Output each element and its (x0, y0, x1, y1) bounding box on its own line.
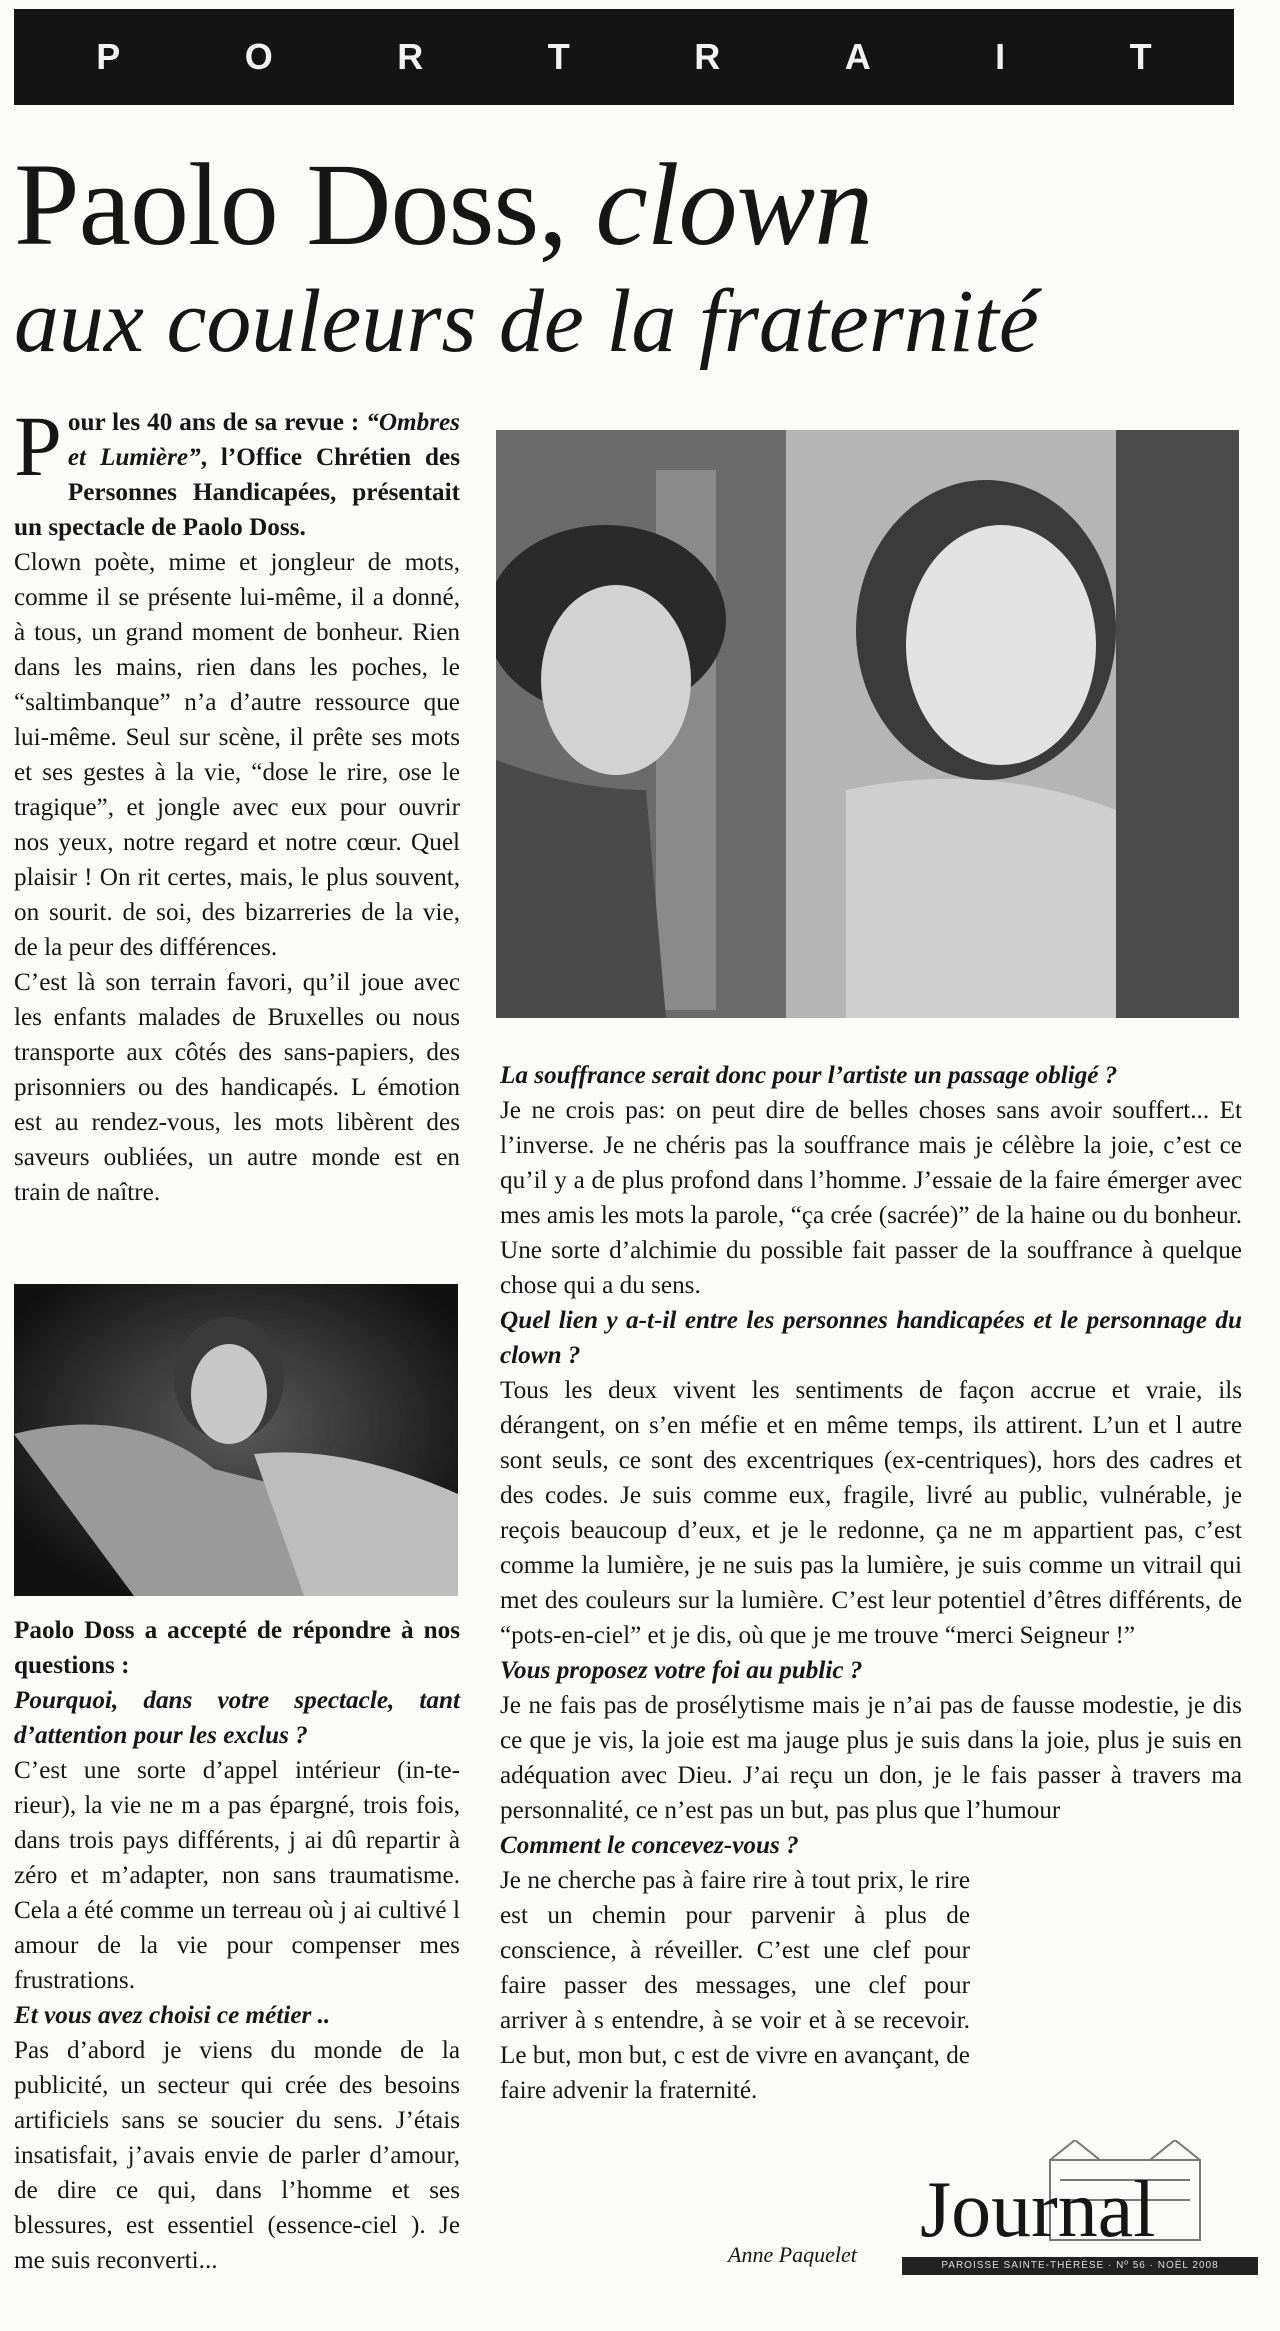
banner-letter: A (844, 36, 871, 77)
author-signature: Anne Paquelet (728, 2242, 857, 2267)
body-paragraph: Clown poète, mime et jongleur de mots, comme il se présente lui-même, il a donné, à tous, un grand moment de bonheur. Rien dans les mains, rien dans les poches, le “saltimbanque” n’a d’autre ressource que lui-même. Seul sur scène, il prête ses mots et ses gestes à la vie, “dose le rire, ose le tragique”, et jongle avec eux pour ouvrir nos yeux, notre regard et notre cœur. Quel plaisir ! On rit certes, mais, le plus souvent, on sourit. de soi, des bizarreries de la vie, de la peur des différences. (14, 549, 460, 961)
clown-portrait-svg (496, 430, 786, 1018)
girl-portrait-svg (786, 430, 1239, 1018)
interview-right-column (500, 1058, 1242, 2108)
journal-issue-strip: PAROISSE SAINTE-THÉRÈSE · Nº 56 · NOËL 2008 (902, 2257, 1258, 2275)
banner-letter: T (547, 36, 570, 77)
answer: C’est une sorte d’appel intérieur (in-te-rieur), la vie ne m a pas épargné, trois fois, dans trois pays différents, j ai dû repartir à zéro et m’adapter, non sans traumatisme. Cela a été comme un terreau où j ai cultivé l amour de la vie pour compenser mes frustrations. (14, 1757, 460, 1994)
clown-photo-svg (14, 1284, 458, 1596)
girl-portrait-photo (786, 430, 1239, 1018)
banner-letter: I (995, 36, 1006, 77)
lead-paragraph: Pour les 40 ans de sa revue : “Ombres et Lumière”, l’Office Chrétien des Personnes Handicapées, présentait un spectacle de Paolo Doss. (14, 398, 460, 541)
journal-title: Journal (920, 2166, 1156, 2254)
left-column (14, 398, 460, 1210)
body-paragraph: C’est là son terrain favori, qu’il joue avec les enfants malades de Bruxelles ou nous transporte aux côtés des sans-papiers, des prisonniers ou des handicapés. L émotion est au rendez-vous, les mots libèrent des saveurs oubliées, un autre monde est en train de naître. (14, 969, 460, 1206)
interview-left-column (14, 1613, 460, 2278)
clown-portrait-photo (496, 430, 786, 1018)
banner-letter: R (397, 36, 424, 77)
question: Et vous avez choisi ce métier .. (14, 2002, 331, 2029)
banner-letter: R (694, 36, 721, 77)
question: Comment le concevez-vous ? (500, 1832, 799, 1859)
clown-photo (14, 1284, 458, 1596)
banner-letter: O (244, 36, 273, 77)
section-banner (14, 9, 1234, 105)
answer: Pas d’abord je viens du monde de la publicité, un secteur qui crée des besoins artificiels sans se soucier du sens. J’étais insatisfait, j’avais envie de parler d’amour, de dire ce qui, dans l’homme et ses blessures, est essentiel (essence-ciel ). Je me suis reconverti... (14, 2037, 460, 2274)
banner-letter: T (1129, 36, 1152, 77)
revue-title: “Ombres et Lumière” (67, 409, 460, 471)
drop-cap: P (14, 398, 62, 494)
headline-clown: clown (595, 139, 873, 270)
question: Quel lien y a-t-il entre les personnes handicapées et le personnage du clown ? (500, 1307, 1242, 1369)
question: La souffrance serait donc pour l’artiste un passage obligé ? (500, 1062, 1118, 1089)
answer: Je ne fais pas de prosélytisme mais je n’ai pas de fausse modestie, je dis ce que je vis, la joie est ma jauge plus je suis dans la joie, plus je suis en adéquation avec Dieu. J’ai reçu un don, je le fais passer à travers ma personnalité, ce n’est pas un but, pas plus que l’humour (500, 1692, 1242, 1824)
headline-name: Paolo Doss, (14, 139, 596, 270)
question: Pourquoi, dans votre spectacle, tant d’attention pour les exclus ? (14, 1687, 460, 1749)
headline-line-1 (14, 139, 873, 270)
answer: Je ne cherche pas à faire rire à tout prix, le rire est un chemin pour parvenir à plus de conscience, à réveiller. C’est une clef pour faire passer des messages, une clef pour arriver à s entendre, à se voir et à se recevoir. Le but, mon but, c est de vivre en avançant, de faire advenir la fraternité. (500, 1867, 970, 2104)
answer: Je ne crois pas: on peut dire de belles choses sans avoir souffert... Et l’inverse. Je ne chéris pas la souffrance mais je célèbre la joie, c’est ce qu’il y a de plus profond dans l’homme. J’essaie de la faire émerger avec mes amis les mots la parole, “ça crée (sacrée)” de la haine ou du bonheur. Une sorte d’alchimie du possible fait passer de la souffrance à quelque chose qui a du sens. (500, 1097, 1242, 1299)
answer: Tous les deux vivent les sentiments de façon accrue et vraie, ils dérangent, on s’en méfie et en même temps, ils attirent. L’un et l autre sont seuls, ce sont des excentriques (ex-centriques), hors des cadres et des codes. Je suis comme eux, fragile, livré au public, vulnérable, je reçois beaucoup d’eux, et je le redonne, ça ne m appartient pas, c’est comme la lumière, je ne suis pas la lumière, je suis comme un vitrail qui met des couleurs sur la lumière. C’est leur potentiel d’êtres différents, de “pots-en-ciel” et je dis, où que je me trouve “merci Seigneur !” (500, 1377, 1242, 1649)
interview-intro: Paolo Doss a accepté de répondre à nos questions : (14, 1617, 460, 1679)
question: Vous proposez votre foi au public ? (500, 1657, 863, 1684)
headline-line-2: aux couleurs de la fraternité (14, 272, 1039, 371)
banner-letter: P (96, 36, 121, 77)
